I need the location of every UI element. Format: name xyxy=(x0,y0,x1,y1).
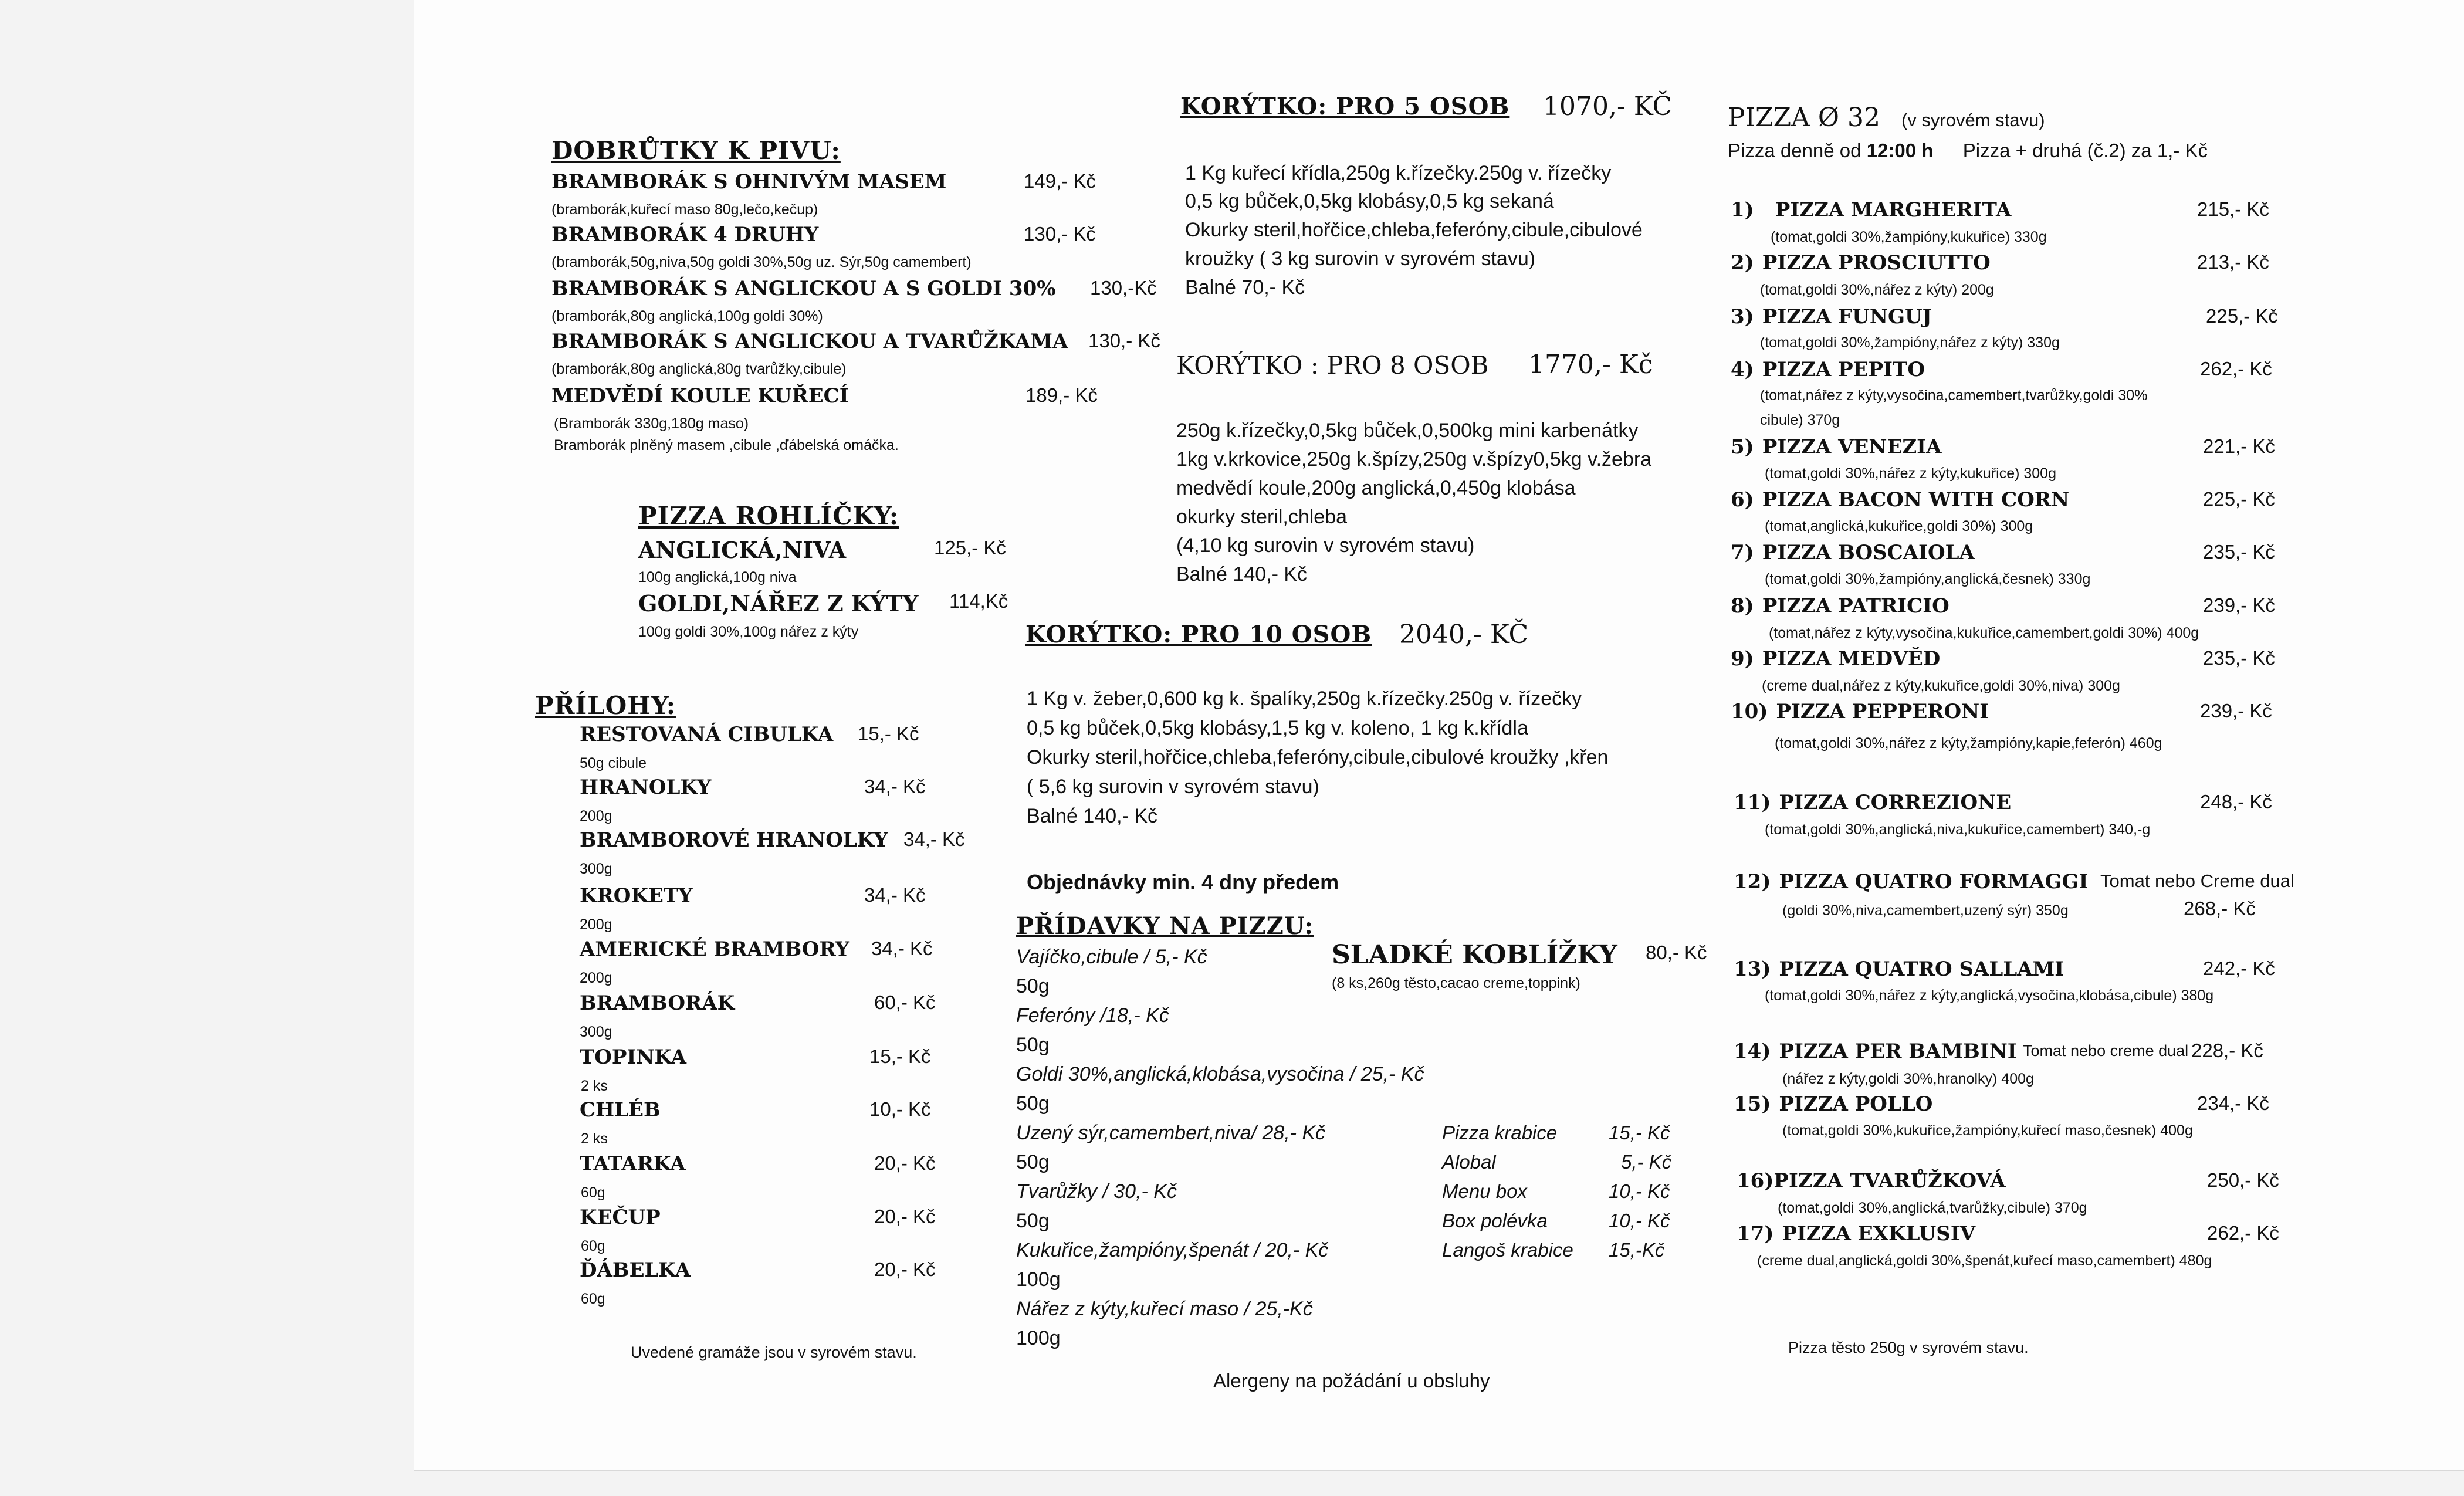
side-item-price: 60,- Kč xyxy=(874,991,936,1013)
korytko-5-line: 0,5 kg bůček,0,5kg klobásy,0,5 kg sekaná xyxy=(1185,190,1554,212)
roll-item-price: 125,- Kč xyxy=(934,537,1006,559)
korytko-10-line: 1 Kg v. žeber,0,600 kg k. špalíky,250g k.řízečky.250g v. řízečky xyxy=(1027,688,1582,710)
beer-item-price: 149,- Kč xyxy=(1024,170,1096,192)
extra-weight: 50g xyxy=(1016,1151,1050,1173)
pizza-name: PIZZA QUATRO FORMAGGI xyxy=(1779,870,2089,893)
sheet-bottom-edge xyxy=(414,1470,2464,1471)
packaging-price: 10,- Kč xyxy=(1609,1180,1670,1202)
pizza-desc: (tomat,goldi 30%,nářez z kýty,žampióny,kapie,feferón) 460g xyxy=(1775,735,2162,752)
korytko-8-line: (4,10 kg surovin v syrovém stavu) xyxy=(1176,534,1475,557)
beer-item-price: 130,-Kč xyxy=(1090,277,1157,299)
pizza-desc: (tomat,goldi 30%,kukuřice,žampióny,kuřecí maso,česnek) 400g xyxy=(1782,1122,2193,1139)
pizza-number: 15) xyxy=(1734,1092,1771,1116)
korytko-10-line: 0,5 kg bůček,0,5kg klobásy,1,5 kg v. koleno, 1 kg k.křídla xyxy=(1027,717,1528,739)
pizza-name: PIZZA MEDVĚD xyxy=(1762,647,1941,671)
extra-weight: 100g xyxy=(1016,1327,1061,1349)
korytko-10-line: Balné 140,- Kč xyxy=(1027,805,1158,827)
pizza-number: 7) xyxy=(1731,541,1754,564)
side-item-desc: 2 ks xyxy=(581,1131,608,1147)
side-item-price: 20,- Kč xyxy=(874,1206,936,1227)
side-item-desc: 300g xyxy=(580,861,612,877)
korytko-8-line: okurky steril,chleba xyxy=(1176,506,1348,528)
donuts-price: 80,- Kč xyxy=(1646,942,1707,963)
korytko-8-line: Balné 140,- Kč xyxy=(1176,563,1308,585)
extra-item: Uzený sýr,camembert,niva/ 28,- Kč xyxy=(1016,1122,1326,1144)
sides-section-title: PŘÍLOHY: xyxy=(535,691,676,720)
pizza-number: 16) xyxy=(1737,1169,1774,1193)
extra-item: Vajíčko,cibule / 5,- Kč xyxy=(1016,946,1207,968)
left-footnote: Uvedené gramáže jsou v syrovém stavu. xyxy=(631,1343,917,1361)
side-item-desc: 300g xyxy=(580,1024,612,1040)
side-item-name: AMERICKÉ BRAMBORY xyxy=(580,937,849,961)
extra-item: Goldi 30%,anglická,klobása,vysočina / 25,- Kč xyxy=(1016,1063,1424,1085)
side-item-price: 20,- Kč xyxy=(874,1258,936,1280)
pizza-number: 11) xyxy=(1734,791,1771,814)
pizza-item xyxy=(1737,1169,2006,1193)
pizza-price: 225,- Kč xyxy=(2206,305,2278,327)
extra-item: Nářez z kýty,kuřecí maso / 25,-Kč xyxy=(1016,1298,1313,1320)
beer-item-desc: (bramborák,80g anglická,100g goldi 30%) xyxy=(551,308,823,324)
pizza-item xyxy=(1731,594,1949,618)
pizza-name: PIZZA FUNGUJ xyxy=(1762,305,1932,329)
pizza-name: PIZZA PER BAMBINI xyxy=(1779,1040,2017,1063)
side-item-price: 15,- Kč xyxy=(869,1045,931,1067)
extra-item: Kukuřice,žampióny,špenát / 20,- Kč xyxy=(1016,1239,1329,1261)
packaging-item: Menu box xyxy=(1442,1180,1527,1202)
pizza-base-option: Tomat nebo Creme dual xyxy=(2100,871,2294,891)
pizza-number: 9) xyxy=(1731,647,1754,671)
packaging-item: Box polévka xyxy=(1442,1210,1548,1231)
pizza-daily-offer: Pizza + druhá (č.2) za 1,- Kč xyxy=(1962,140,2208,161)
pizza-price: 262,- Kč xyxy=(2207,1222,2279,1244)
pizza-desc: (tomat,goldi 30%,žampióny,kukuřice) 330g xyxy=(1771,229,2047,245)
side-item-name: ĎÁBELKA xyxy=(580,1258,691,1282)
pizza-item xyxy=(1731,541,1975,564)
pizza-item xyxy=(1734,1040,2017,1063)
korytko-5-line: Okurky steril,hořčice,chleba,feferóny,cibule,cibulové xyxy=(1185,219,1643,241)
beer-item-name: BRAMBORÁK S ANGLICKOU A S GOLDI 30% xyxy=(551,277,1056,300)
pizza-price: 268,- Kč xyxy=(2184,898,2256,919)
pizza-number: 3) xyxy=(1731,305,1754,329)
order-note: Objednávky min. 4 dny předem xyxy=(1027,870,1339,894)
beer-item-desc: (Bramborák 330g,180g maso) xyxy=(554,415,749,432)
pizza-desc-extra: cibule) 370g xyxy=(1760,412,1840,428)
pizza-desc: (tomat,goldi 30%,nářez z kýty,kukuřice) 300g xyxy=(1765,465,2056,482)
pizza-item xyxy=(1734,1092,1932,1116)
pizza-item xyxy=(1731,488,2069,512)
side-item-name: KROKETY xyxy=(580,884,693,908)
side-item-desc: 60g xyxy=(581,1184,605,1201)
pizza-number: 5) xyxy=(1731,435,1754,459)
beer-item-name: BRAMBORÁK S ANGLICKOU A TVARŮŽKAMA xyxy=(551,330,1068,353)
side-item-name: BRAMBORÁK xyxy=(580,991,735,1015)
pizza-number: 14) xyxy=(1734,1040,1771,1063)
side-item-price: 34,- Kč xyxy=(864,884,926,906)
pizza-desc: (tomat,goldi 30%,žampióny,anglická,česnek) 330g xyxy=(1765,571,2091,587)
pizza-desc: (nářez z kýty,goldi 30%,hranolky) 400g xyxy=(1782,1071,2034,1087)
beer-item-name: BRAMBORÁK 4 DRUHY xyxy=(551,223,819,246)
pizza-name: PIZZA EXKLUSIV xyxy=(1782,1222,1976,1245)
pizza-daily-prefix: Pizza denně od xyxy=(1728,140,1861,161)
korytko-8-title: KORÝTKO : PRO 8 OSOB xyxy=(1176,351,1489,380)
pizza-name: PIZZA POLLO xyxy=(1779,1092,1933,1116)
beer-item-price: 130,- Kč xyxy=(1088,330,1160,351)
side-item-name: CHLÉB xyxy=(580,1098,661,1122)
pizza-item xyxy=(1731,198,2011,222)
donuts-desc: (8 ks,260g těsto,cacao creme,toppink) xyxy=(1332,975,1580,991)
pizza-item xyxy=(1731,700,1989,723)
right-footnote: Pizza těsto 250g v syrovém stavu. xyxy=(1788,1339,2029,1356)
korytko-5-title: KORÝTKO: PRO 5 OSOB xyxy=(1180,93,1510,120)
allergen-note: Alergeny na požádání u obsluhy xyxy=(1213,1370,1490,1392)
side-item-price: 34,- Kč xyxy=(871,937,933,959)
side-item-desc: 200g xyxy=(580,970,612,986)
packaging-price: 15,-Kč xyxy=(1609,1239,1665,1261)
pizza-desc: (creme dual,nářez z kýty,kukuřice,goldi 30%,niva) 300g xyxy=(1762,678,2120,694)
korytko-5-line: kroužky ( 3 kg surovin v syrovém stavu) xyxy=(1185,248,1536,270)
side-item-desc: 2 ks xyxy=(581,1078,608,1094)
pizza-name: PIZZA PROSCIUTTO xyxy=(1762,251,1991,275)
korytko-10-line: ( 5,6 kg surovin v syrovém stavu) xyxy=(1027,776,1319,798)
pizza-daily-note xyxy=(1728,140,2208,162)
packaging-price: 15,- Kč xyxy=(1609,1122,1670,1143)
roll-item-name: GOLDI,NÁŘEZ Z KÝTY xyxy=(638,590,919,617)
korytko-8-line: 1kg v.krkovice,250g k.špízy,250g v.špízy0,5kg v.žebra xyxy=(1176,448,1652,471)
pizza-name: PIZZA MARGHERITA xyxy=(1775,198,2012,222)
side-item-desc: 60g xyxy=(581,1291,605,1307)
pizza-name: PIZZA PATRICIO xyxy=(1762,594,1949,618)
pizza-item xyxy=(1731,358,1925,381)
rolls-section-title: PIZZA ROHLÍČKY: xyxy=(638,502,899,530)
beer-item-price: 130,- Kč xyxy=(1024,223,1096,245)
pizza-name: PIZZA BACON WITH CORN xyxy=(1762,488,2070,512)
side-item-price: 20,- Kč xyxy=(874,1152,936,1174)
side-item-desc: 50g cibule xyxy=(580,755,647,771)
side-item-name: BRAMBOROVÉ HRANOLKY xyxy=(580,828,888,852)
roll-item-desc: 100g anglická,100g niva xyxy=(638,569,797,585)
beer-item-desc: (bramborák,50g,niva,50g goldi 30%,50g uz. Sýr,50g camembert) xyxy=(551,254,972,270)
extras-section-title: PŘÍDAVKY NA PIZZU: xyxy=(1016,912,1314,940)
pizza-desc: (tomat,goldi 30%,anglická,niva,kukuřice,camembert) 340,-g xyxy=(1765,821,2151,838)
pizza-number: 2) xyxy=(1731,251,1754,275)
korytko-8-price: 1770,- Kč xyxy=(1528,350,1653,380)
pizza-name: PIZZA CORREZIONE xyxy=(1779,791,2012,814)
pizza-name: PIZZA TVARŮŽKOVÁ xyxy=(1773,1169,2006,1193)
pizza-item xyxy=(1734,791,2011,814)
side-item-name: RESTOVANÁ CIBULKA xyxy=(580,723,834,746)
pizza-item xyxy=(1731,251,1991,275)
pizza-title-sub: (v syrovém stavu) xyxy=(1901,110,2045,130)
beer-item-name: MEDVĚDÍ KOULE KUŘECÍ xyxy=(551,384,849,408)
beer-item-desc: (bramborák,kuřecí maso 80g,lečo,kečup) xyxy=(551,201,818,218)
extra-weight: 50g xyxy=(1016,1092,1050,1115)
pizza-section-title xyxy=(1728,103,2045,133)
korytko-5-line: 1 Kg kuřecí křídla,250g k.řízečky.250g v. řízečky xyxy=(1185,162,1612,184)
pizza-desc: (tomat,anglická,kukuřice,goldi 30%) 300g xyxy=(1765,518,2033,534)
pizza-price: 215,- Kč xyxy=(2197,198,2269,220)
pizza-price: 221,- Kč xyxy=(2203,435,2275,457)
pizza-number: 13) xyxy=(1734,957,1771,981)
pizza-number: 1) xyxy=(1731,198,1754,222)
korytko-8-line: medvědí koule,200g anglická,0,450g klobása xyxy=(1176,477,1576,499)
beer-section-title: DOBRŮTKY K PIVU: xyxy=(551,136,841,165)
side-item-desc: 200g xyxy=(580,916,612,933)
pizza-price: 239,- Kč xyxy=(2200,700,2272,722)
side-item-name: KEČUP xyxy=(580,1206,661,1229)
pizza-price: 234,- Kč xyxy=(2197,1092,2269,1114)
pizza-name: PIZZA VENEZIA xyxy=(1762,435,1942,459)
extra-item: Tvarůžky / 30,- Kč xyxy=(1016,1180,1177,1203)
beer-item-price: 189,- Kč xyxy=(1025,384,1098,406)
extra-item: Feferóny /18,- Kč xyxy=(1016,1004,1169,1027)
side-item-price: 10,- Kč xyxy=(869,1098,931,1120)
pizza-number: 12) xyxy=(1734,870,1771,893)
roll-item-price: 114,Kč xyxy=(949,590,1008,612)
pizza-name: PIZZA PEPITO xyxy=(1762,358,1925,381)
pizza-number: 4) xyxy=(1731,358,1754,381)
korytko-5-line: Balné 70,- Kč xyxy=(1185,276,1305,299)
packaging-item: Langoš krabice xyxy=(1442,1239,1573,1261)
pizza-desc: (goldi 30%,niva,camembert,uzený sýr) 350g xyxy=(1782,902,2069,919)
pizza-number: 8) xyxy=(1731,594,1754,618)
pizza-desc: (tomat,goldi 30%,žampióny,nářez z kýty) 330g xyxy=(1760,334,2060,351)
side-item-name: TOPINKA xyxy=(580,1045,687,1069)
pizza-price: 213,- Kč xyxy=(2197,251,2269,273)
pizza-price: 239,- Kč xyxy=(2203,594,2275,616)
pizza-item xyxy=(1737,1222,1975,1245)
pizza-price: 262,- Kč xyxy=(2200,358,2272,380)
side-item-desc: 60g xyxy=(581,1238,605,1254)
side-item-price: 34,- Kč xyxy=(903,828,965,850)
pizza-price: 228,- Kč xyxy=(2191,1040,2263,1061)
pizza-desc: (tomat,goldi 30%,nářez z kýty,anglická,vysočina,klobása,cibule) 380g xyxy=(1765,987,2214,1004)
pizza-desc: (creme dual,anglická,goldi 30%,špenát,kuřecí maso,camembert) 480g xyxy=(1757,1253,2212,1269)
packaging-item: Pizza krabice xyxy=(1442,1122,1558,1143)
roll-item-desc: 100g goldi 30%,100g nářez z kýty xyxy=(638,624,859,640)
pizza-daily-time: 12:00 h xyxy=(1866,140,1934,161)
packaging-price: 5,- Kč xyxy=(1621,1151,1672,1173)
pizza-number: 10) xyxy=(1731,700,1768,723)
pizza-base-option: Tomat nebo creme dual xyxy=(2023,1042,2189,1060)
pizza-price: 235,- Kč xyxy=(2203,541,2275,563)
beer-item-desc-extra: Bramborák plněný masem ,cibule ,ďábelská omáčka. xyxy=(554,437,899,453)
extra-weight: 100g xyxy=(1016,1268,1061,1291)
pizza-item xyxy=(1731,305,1932,329)
pizza-price: 225,- Kč xyxy=(2203,488,2275,510)
pizza-desc: (tomat,nářez z kýty,vysočina,kukuřice,camembert,goldi 30%) 400g xyxy=(1769,625,2199,641)
extra-weight: 50g xyxy=(1016,1210,1050,1232)
pizza-desc: (tomat,nářez z kýty,vysočina,camembert,tvarůžky,goldi 30% xyxy=(1760,387,2148,404)
korytko-8-line: 250g k.řízečky,0,5kg bůček,0,500kg mini karbenátky xyxy=(1176,419,1639,442)
pizza-price: 248,- Kč xyxy=(2200,791,2272,813)
beer-item-desc: (bramborák,80g anglická,80g tvarůžky,cibule) xyxy=(551,361,847,377)
packaging-price: 10,- Kč xyxy=(1609,1210,1670,1231)
beer-item-name: BRAMBORÁK S OHNIVÝM MASEM xyxy=(551,170,947,194)
side-item-name: HRANOLKY xyxy=(580,776,712,799)
pizza-name: PIZZA QUATRO SALLAMI xyxy=(1779,957,2064,981)
pizza-name: PIZZA PEPPERONI xyxy=(1776,700,1989,723)
pizza-item xyxy=(1734,870,2089,893)
pizza-price: 250,- Kč xyxy=(2207,1169,2279,1191)
side-item-price: 34,- Kč xyxy=(864,776,926,797)
pizza-name: PIZZA BOSCAIOLA xyxy=(1762,541,1975,564)
pizza-item xyxy=(1734,957,2064,981)
roll-item-name: ANGLICKÁ,NIVA xyxy=(638,537,847,563)
side-item-price: 15,- Kč xyxy=(858,723,919,744)
pizza-item xyxy=(1731,647,1940,671)
pizza-item xyxy=(1731,435,1941,459)
korytko-10-title: KORÝTKO: PRO 10 OSOB xyxy=(1025,621,1372,648)
pizza-title: PIZZA Ø 32 xyxy=(1728,103,1880,133)
pizza-desc: (tomat,goldi 30%,nářez z kýty) 200g xyxy=(1760,282,1994,298)
korytko-5-price: 1070,- KČ xyxy=(1543,92,1673,121)
extra-weight: 50g xyxy=(1016,975,1050,997)
side-item-desc: 200g xyxy=(580,808,612,824)
pizza-number: 6) xyxy=(1731,488,1754,512)
packaging-item: Alobal xyxy=(1442,1151,1496,1173)
korytko-10-line: Okurky steril,hořčice,chleba,feferóny,cibule,cibulové kroužky ,křen xyxy=(1027,746,1609,769)
pizza-price: 242,- Kč xyxy=(2203,957,2275,979)
korytko-10-price: 2040,- KČ xyxy=(1399,620,1529,649)
side-item-name: TATARKA xyxy=(580,1152,686,1176)
extra-weight: 50g xyxy=(1016,1034,1050,1056)
donuts-name: SLADKÉ KOBLÍŽKY xyxy=(1332,940,1617,970)
pizza-number: 17) xyxy=(1737,1222,1774,1245)
pizza-price: 235,- Kč xyxy=(2203,647,2275,669)
pizza-desc: (tomat,goldi 30%,anglická,tvarůžky,cibule) 370g xyxy=(1778,1200,2087,1216)
